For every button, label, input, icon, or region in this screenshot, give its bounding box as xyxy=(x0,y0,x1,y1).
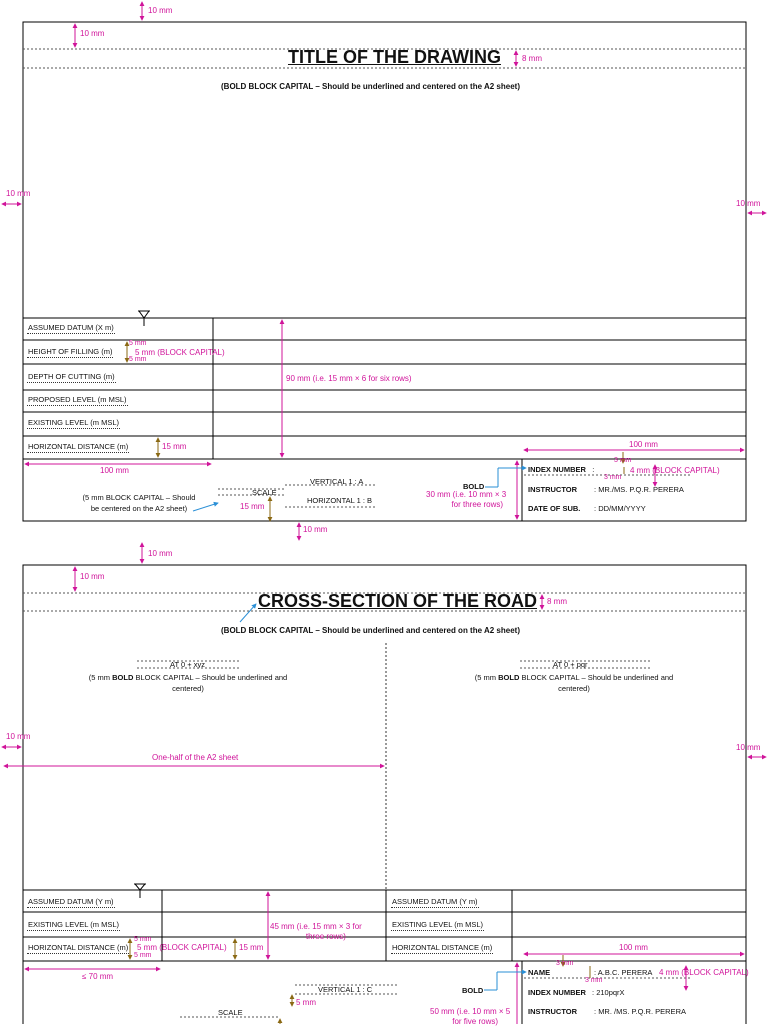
top-margin-dimension: 10 mm xyxy=(148,549,173,558)
horizontal-scale: HORIZONTAL 1 : B xyxy=(307,496,373,505)
text-gap-bottom-dimension: 5 mm xyxy=(134,952,152,959)
label-column-width-dimension: 100 mm xyxy=(100,466,129,475)
bold-note: BOLD xyxy=(462,986,484,995)
info-width-dimension: 100 mm xyxy=(629,440,658,449)
info-gap-top-dimension: 3 mm xyxy=(556,960,574,967)
info-row-date: DATE OF SUB. xyxy=(528,504,581,513)
left-chainage: AT 0 + xyz xyxy=(170,660,205,669)
row-label-assumed-datum-right: ASSUMED DATUM (Y m) xyxy=(392,897,478,906)
title-subtitle: (BOLD BLOCK CAPITAL – Should be underlined and centered on the A2 sheet) xyxy=(221,82,520,91)
drawing-title: TITLE OF THE DRAWING xyxy=(288,47,501,67)
info-text-note: 4 mm (BLOCK CAPITAL) xyxy=(630,466,720,475)
info-gap-bottom-dimension: 3 mm xyxy=(585,977,603,984)
bold-note: BOLD xyxy=(463,482,485,491)
row-height-dimension: 15 mm xyxy=(162,442,187,451)
top-margin-dimension: 10 mm xyxy=(148,6,173,15)
vertical-scale: VERTICAL 1 : A xyxy=(310,477,364,486)
info-gap-bottom-dimension: 3 mm xyxy=(604,474,622,481)
info-row-instructor: INSTRUCTOR xyxy=(528,1007,578,1016)
row-label-existing-level: EXISTING LEVEL (m MSL) xyxy=(28,418,119,427)
table-height-dimension: 90 mm (i.e. 15 mm × 6 for six rows) xyxy=(286,374,412,383)
table-height-dimension: 45 mm (i.e. 15 mm × 3 for three rows) xyxy=(270,922,362,941)
right-margin-dimension: 10 mm xyxy=(736,199,761,208)
bottom-margin-dimension: 10 mm xyxy=(303,525,328,534)
info-row-index-number: INDEX NUMBER : xyxy=(528,465,595,474)
title-subtitle: (BOLD BLOCK CAPITAL – Should be underlined and centered on the A2 sheet) xyxy=(221,626,520,635)
title-margin-dimension: 10 mm xyxy=(80,572,105,581)
info-row-name: NAME xyxy=(528,968,551,977)
text-height-note: 5 mm (BLOCK CAPITAL) xyxy=(135,348,225,357)
row-label-horizontal-distance: HORIZONTAL DISTANCE (m) xyxy=(28,442,129,451)
scale-note: (5 mm BLOCK CAPITAL – Should be centered on the A2 sheet) xyxy=(82,493,196,513)
title-height-dimension: 8 mm xyxy=(547,597,567,606)
row-label-existing-level-right: EXISTING LEVEL (m MSL) xyxy=(392,920,483,929)
right-margin-dimension: 10 mm xyxy=(736,743,761,752)
scale-gap-dimension: 15 mm xyxy=(240,502,265,511)
right-chainage: AT 0 + pqr xyxy=(553,660,588,669)
row-label-depth-of-cutting: DEPTH OF CUTTING (m) xyxy=(28,372,115,381)
info-value-instructor: : MR. /MS. P.Q.R. PERERA xyxy=(594,1007,686,1016)
vertical-scale: VERTICAL 1 : C xyxy=(318,985,373,994)
vertical-gap-dimension: 5 mm xyxy=(296,998,316,1007)
info-row-instructor: INSTRUCTOR xyxy=(528,485,578,494)
right-chainage-note: (5 mm BOLD BLOCK CAPITAL – Should be underlined and centered) xyxy=(474,673,674,693)
info-value-instructor: : MR./MS. P.Q.R. PERERA xyxy=(594,485,684,494)
half-sheet-dimension: One-half of the A2 sheet xyxy=(152,753,239,762)
text-gap-bottom-dimension: 5 mm xyxy=(129,356,147,363)
row-label-horizontal-distance-right: HORIZONTAL DISTANCE (m) xyxy=(392,943,493,952)
text-height-note: 5 mm (BLOCK CAPITAL) xyxy=(137,943,227,952)
left-chainage-note: (5 mm BOLD BLOCK CAPITAL – Should be underlined and centered) xyxy=(88,673,288,693)
row-label-horizontal-distance-left: HORIZONTAL DISTANCE (m) xyxy=(28,943,129,952)
title-margin-dimension: 10 mm xyxy=(80,29,105,38)
info-value-name: : A.B.C. PERERA xyxy=(594,968,653,977)
info-row-index-number: INDEX NUMBER xyxy=(528,988,586,997)
label-column-width-dimension: ≤ 70 mm xyxy=(82,972,114,981)
text-gap-top-dimension: 5 mm xyxy=(134,936,152,943)
row-label-height-of-filling: HEIGHT OF FILLING (m) xyxy=(28,347,113,356)
row-label-assumed-datum: ASSUMED DATUM (X m) xyxy=(28,323,114,332)
left-margin-dimension: 10 mm xyxy=(6,732,31,741)
drawing-title: CROSS-SECTION OF THE ROAD xyxy=(258,591,538,611)
left-margin-dimension: 10 mm xyxy=(6,189,31,198)
text-gap-top-dimension: 5 mm xyxy=(129,340,147,347)
title-height-dimension: 8 mm xyxy=(522,54,542,63)
info-gap-top-dimension: 3 mm xyxy=(614,457,632,464)
row-label-existing-level-left: EXISTING LEVEL (m MSL) xyxy=(28,920,119,929)
scale-label: SCALE xyxy=(218,1008,243,1017)
scale-label: SCALE xyxy=(252,488,277,497)
row-height-dimension: 15 mm xyxy=(239,943,264,952)
info-width-dimension: 100 mm xyxy=(619,943,648,952)
row-label-assumed-datum-left: ASSUMED DATUM (Y m) xyxy=(28,897,114,906)
info-height-dimension: 30 mm (i.e. 10 mm × 3 for three rows) xyxy=(426,490,507,509)
info-value-index-number: : 210pqrX xyxy=(592,988,625,997)
row-label-proposed-level: PROPOSED LEVEL (m MSL) xyxy=(28,395,127,404)
info-height-dimension: 50 mm (i.e. 10 mm × 5 for five rows) xyxy=(430,1007,511,1026)
info-value-date: : DD/MM/YYYY xyxy=(594,504,646,513)
info-text-note: 4 mm (BLOCK CAPITAL) xyxy=(659,968,749,977)
